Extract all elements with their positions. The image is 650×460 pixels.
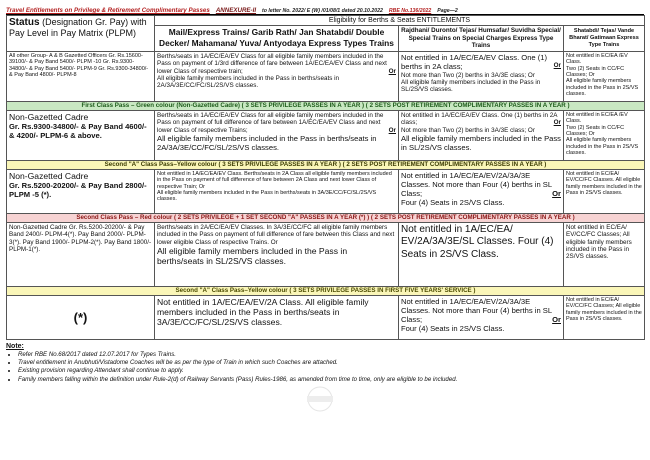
note-item: • Travel entitlement in Anubhuti/Vistadome Coaches will be as per the type of Train in which such Coaches are attached. (18, 359, 644, 367)
mail-express-header: Mail/Express Trains/ Garib Rath/ Jan Shatabdi/ Double Decker/ Mahamana/ Yuva/ Antyodaya Express Types Trains (155, 26, 399, 52)
status-header: Status (Designation Gr. Pay) with Pay Level in Pay Matrix (PLPM) (7, 16, 155, 52)
mail-express-cell: Berths/seats in 1A/EC/EA/EV Class for all eligible family members included in the Pass on payment of 1/3rd difference of fare between 1A/EC/EA/EV Class and next lower Class of respective train; Or All eligible family members included in the Pass in berths/seats in 2A/3A/3E/CC/FC/SL/2S/VS classes. (155, 51, 399, 101)
shatabdi-cell: Not entitled in EC/EA/ EV/CC/FC Classes; All eligible family members included in the Pass in 2S/VS classes. (564, 222, 645, 286)
rajdhani-cell: Not entitled in 1A/EC/EA/EV Class. One (1) berths in 2A class; Or Not more than Two (2) berths in 3A/3E class; Or All eligible family members included in the Pass in SL/2S/VS classes. (399, 51, 564, 101)
rajdhani-cell: Not entitled in 1A/EC/EA/ EV/2A/3A/3E/SL Classes. Four (4) Seats in 2S/VS Class. (399, 222, 564, 286)
eligibility-header: Eligibility for Berths & Seats ENTITLEMENTS (155, 16, 645, 26)
shatabdi-header: Shatabdi/ Tejas/ Vande Bharat/ Gatimaan Express Type Trains (564, 26, 645, 52)
status-cell: All other Group- A & B Gazetted Officers Gr. Rs.15600-39100/- & Pay Band 5400/- PLPM -10 Gr. Rs.9300-34800/- & Pay Band 5400/- PLPM-9 Gr. Rs.9300-34800/- & Pay Band 4800/- PLPM-8 (7, 51, 155, 101)
table-row (7, 169, 645, 213)
note-item: • Family members falling within the definition under Rule-2(d) of Railway Servants (Pass) Rules-1986, as amended from time to time, only are eligible to be included. (18, 376, 644, 384)
status-cell: (*) (7, 295, 155, 339)
mail-express-cell: Not entitled in 1A/EC/EA/EV Class. Berths/seats in 2A Class all eligible family members included in the Pass on payment of full difference of fare between 2A Class and next lower Class of respective Train; Or All eligible family members included in the Pass in berths/seats in 3A/3E/CC/FC/SL/2S/VS classes. (155, 169, 399, 213)
annexure-label: ANNEXURE-II (215, 7, 257, 14)
table-row (7, 295, 645, 339)
table-row (7, 51, 645, 101)
rajdhani-cell: Not entitled in 1A/EC/EA/EV/2A/3A/3E Classes. Not more than Four (4) berths in SL Class; Or Four (4) Seats in 2S/VS Class. (399, 295, 564, 339)
pass-band-row (7, 286, 645, 295)
page-number: Page—2 (437, 8, 458, 14)
pass-band-row (7, 101, 645, 110)
second-a-class-pass-band: Second "A" Class Pass–Yellow colour ( 3 SETS PRIVILEGE PASSES IN A YEAR ) ( 2 SETS POST RETIREMENT COMPLIMENTARY PASSES IN A YEAR ) (7, 160, 645, 169)
mail-express-cell: Berths/seats in 2A/EC/EA/EV Classes. In 3A/3E/CC/FC all eligible family members included in the Pass on payment of full difference of fare between this Class and next lower eligible Class of respective Trains. Or All eligible family members included in the Pass in berths/seats in SL/2S/VS classes. (155, 222, 399, 286)
status-cell: Non-Gazetted Cadre Gr. Rs.5200-20200/- & Pay Band 2400/- PLPM-4(*). Pay Band 2000/- PLPM-3(*). Pay Band 1900/- PLPM-2(*). Pay Band 1800/- PLPM-1(*). (7, 222, 155, 286)
rbe-number: RBE No.136/2022 (388, 8, 432, 14)
shatabdi-cell: Not entitled in EC/EA /EV Class. Two (2) Seats in CC/FC Classes; Or All eligible family members included in the Pass in 2S/VS classes. (564, 51, 645, 101)
mail-express-cell: Not entitled in 1A/EC/EA/EV/2A Class. All eligible family members included in the Pass in berths/seats in 3A/3E/CC/FC/SL/2S/VS classes. (155, 295, 399, 339)
watermark-logo-icon (285, 385, 355, 413)
notes-section (6, 343, 644, 384)
table-row (7, 222, 645, 286)
second-a-class-five-years-band: Second "A" Class Pass–Yellow colour ( 3 SETS PRIVILEGE PASSES IN FIRST FIVE YEARS' SERVICE ) (7, 286, 645, 295)
shatabdi-cell: Not entitled in EC/EA/ EV/CC/FC Classes. All eligible family members included in the Pass in 2S/VS classes. (564, 169, 645, 213)
notes-list (6, 351, 644, 384)
pass-band-row (7, 160, 645, 169)
table-row (7, 110, 645, 160)
second-class-pass-band: Second Class Pass – Red colour ( 2 SETS PRIVILEGE + 1 SET SECOND "A" PASSES IN A YEAR (*) ) ( 2 SETS POST RETIREMENT COMPLIMENTARY PASSES IN A YEAR ) (7, 213, 645, 222)
note-item: • Refer RBE No.68/2017 dated 12.07.2017 for Types Trains. (18, 351, 644, 359)
mail-express-cell: Berths/seats in 1A/EC/EA/EV Class for all eligible family members included in the Pass on payment of full difference of fare between 1A/EC/EA/EV Class and next lower Class of respective Trains; Or All eligible family members included in the Pass in berths/seats in 2A/3A/3E/CC/FC/SL/2S/VS classes. (155, 110, 399, 160)
entitlement-table (6, 15, 645, 340)
document-header (6, 4, 644, 15)
status-cell: Non-Gazetted Cadre Gr. Rs.5200-20200/- & Pay Band 2800/- PLPM -5 (*). (7, 169, 155, 213)
status-cell: Non-Gazetted Cadre Gr. Rs.9300-34800/- & Pay Band 4600/- & 4200/- PLPM-6 & above. (7, 110, 155, 160)
rajdhani-header: Rajdhani/ Duronto/ Tejas/ Humsafar/ Suvidha Special/ Special Trains on Special Charges Express Type Trains (399, 26, 564, 52)
letter-reference: to letter No. 2022/ E (W) /01/08/1 dated 20.10.2022 (262, 8, 383, 14)
pass-band-row (7, 213, 645, 222)
notes-title: Note: (6, 342, 24, 350)
rajdhani-cell: Not entitled in 1A/EC/EA/EV Class. One (1) berths in 2A class; Or Not more than Two (2) berths in 3A/3E class; Or All eligible family members included in the Pass in SL/2S/VS classes. (399, 110, 564, 160)
note-item: • Existing provision regarding Attendant shall continue to apply. (18, 367, 644, 375)
shatabdi-cell: Not entitled in EC/EA/ EV/CC/FC Classes; All eligible family members included in the Pass in 2S/VS classes. (564, 295, 645, 339)
table-header-row (7, 16, 645, 26)
rajdhani-cell: Not entitled in 1A/EC/EA/EV/2A/3A/3E Classes. Not more than Four (4) berths in SL Class; Or Four (4) Seats in 2S/VS Class. (399, 169, 564, 213)
document-page (6, 4, 644, 384)
document-title: Travel Entitlements on Privilege & Retirement Complimentary Passes (6, 7, 210, 14)
first-class-pass-band: First Class Pass – Green colour (Non-Gazetted Cadre) ( 3 SETS PRIVILEGE PASSES IN A YEAR ) ( 2 SETS POST RETIREMENT COMPLIMENTARY PASSES IN A YEAR ) (7, 101, 645, 110)
shatabdi-cell: Not entitled in EC/EA /EV Class. Two (2) Seats in CC/FC Classes; Or All eligible family members included in the Pass in 2S/VS classes. (564, 110, 645, 160)
